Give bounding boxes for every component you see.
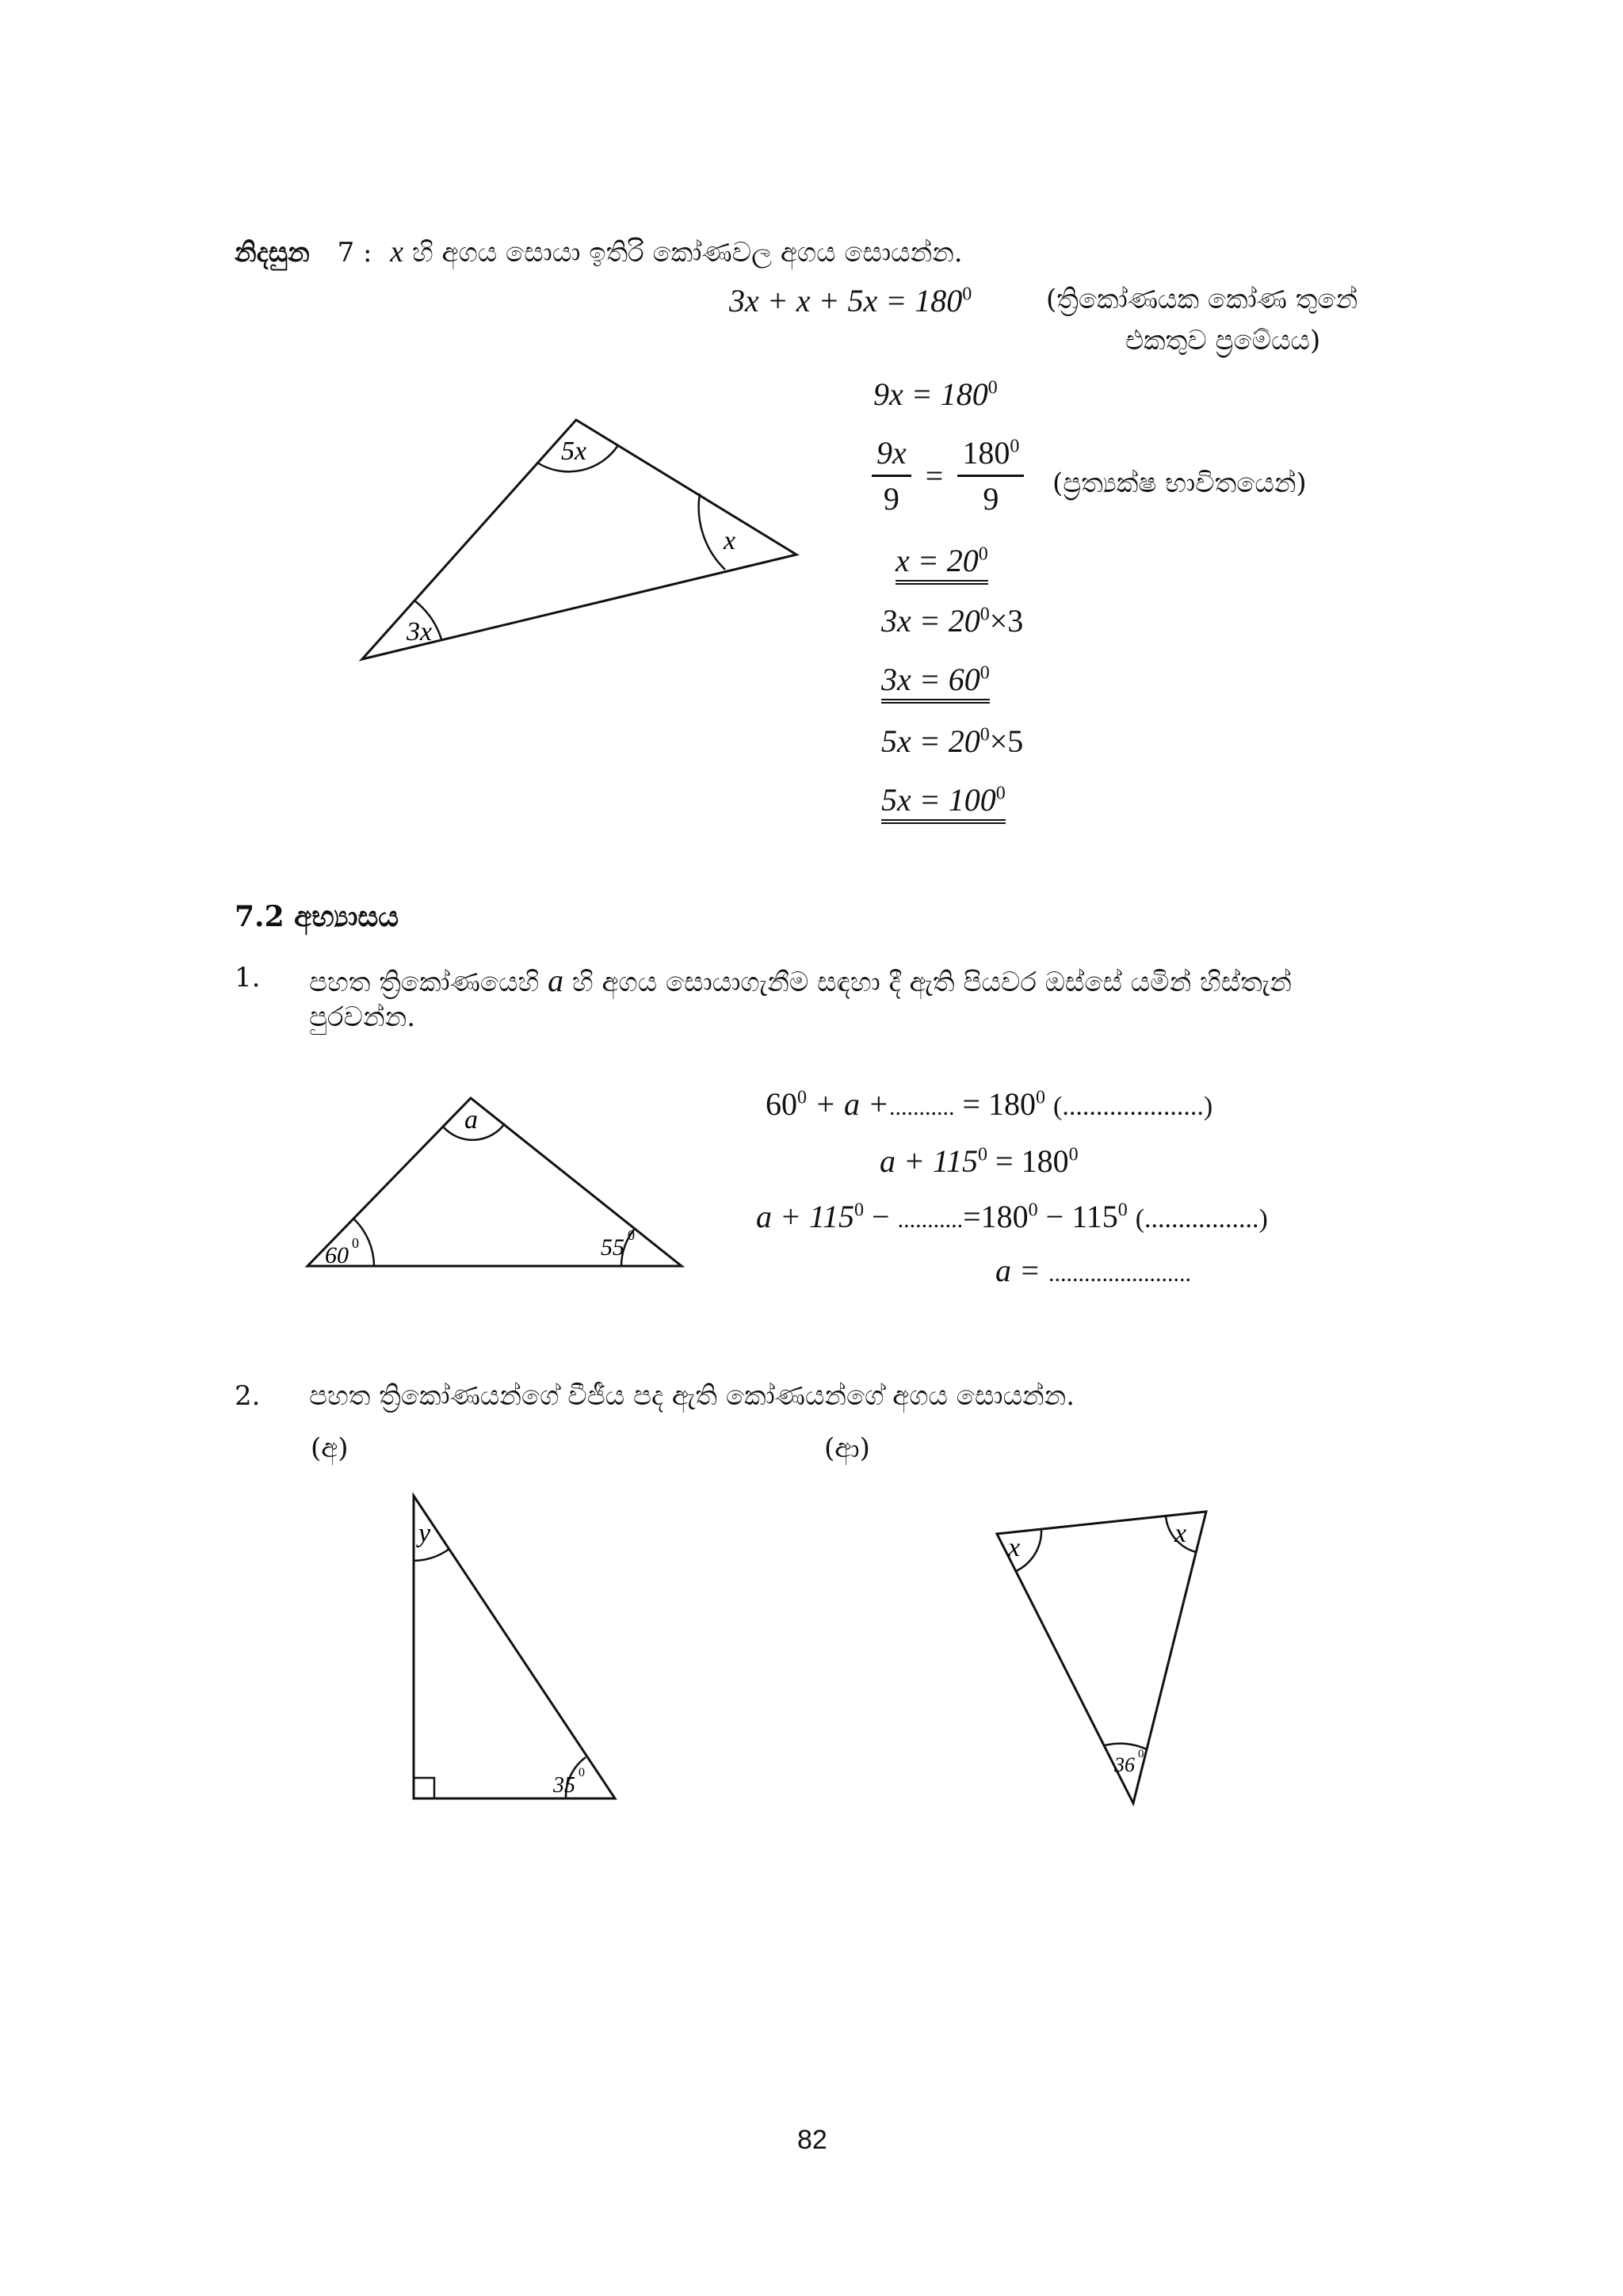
step-5: $3x = 20^0\times 3$ [881, 603, 1024, 639]
q2b-triangle-figure [991, 1489, 1220, 1814]
step-8: $5x = 100^0$ [881, 781, 1006, 818]
step-3: $\frac{9x}{9}$ = $\frac{180^0}{9}$ [872, 434, 1024, 517]
q1-line-3: $a + 115^0 - ...........=180^0 - 115^0$ (.................) [756, 1199, 1268, 1234]
step-7: $5x = 20^0\times 5$ [881, 723, 1024, 759]
q2b-label-bottom-degree: 0 [1138, 1748, 1144, 1760]
right-angle-marker [414, 1778, 434, 1798]
angle-label-top: 5x [561, 437, 587, 466]
step-1: $3x + x + 5x = 180^0$ [729, 283, 972, 318]
q1-blank-3: ........... [897, 1207, 964, 1233]
q2-part-a-label: (අ) [311, 1432, 349, 1464]
step-4: $x = 20^0$ [896, 542, 988, 579]
q2b-label-bottom: 36 [1114, 1753, 1135, 1776]
exercise-heading: 7.2 අභ්‍යාසය [235, 900, 399, 933]
q2a-label-top: y [418, 1519, 431, 1548]
example-variable: x [390, 235, 404, 269]
q1-answer-blank: ........................ [1048, 1261, 1191, 1287]
q1-blank-1: ........... [888, 1094, 955, 1120]
fraction-left: $\frac{9x}{9}$ [872, 434, 911, 517]
q1-triangle [307, 1098, 682, 1266]
q2-text: පහත ත්‍රිකෝණයන්ගේ වීජීය පද ඇති කෝණයන්ගේ අගය සොයන්න. [309, 1380, 1075, 1412]
q2a-arc-top [414, 1549, 449, 1561]
fraction-right: $\frac{180^0}{9}$ [957, 434, 1024, 517]
q1-label-left-degree: 0 [352, 1235, 359, 1251]
step-6: $3x = 60^0$ [881, 661, 990, 698]
q1-number: 1. [235, 962, 261, 994]
example-label: නිදසුන [235, 237, 310, 269]
q1-text-line2: පුරවන්න. [309, 1001, 416, 1033]
angle-arc-right [699, 494, 725, 570]
q2a-label-right: 35 [553, 1773, 575, 1798]
q1-line-1: $60^0 + a$ +........... = $180^0$ (.....................) [766, 1086, 1213, 1122]
q2b-triangle [997, 1512, 1206, 1803]
example-heading [235, 235, 963, 269]
step-3-note: (ප්‍රත්‍යක්ෂ භාවිතයෙන්) [1052, 467, 1307, 499]
example-triangle-figure [349, 412, 808, 673]
q1-reason-blank-3: (.................) [1135, 1204, 1268, 1234]
q2a-label-right-degree: 0 [579, 1766, 585, 1779]
q2-part-b-label: (ආ) [824, 1432, 870, 1464]
q1-text-line1: පහත ත්‍රිකෝණයෙහි a හි අගය සොයාගැනීම සඳහා දී ඇති පියවර ඔස්සේ යමින් හිස්තැන් [309, 963, 1292, 998]
q1-label-left: 60 [325, 1242, 349, 1268]
angle-label-left: 3x [407, 617, 433, 646]
step-1-note-line2: එකතුව ප්‍රමේයය) [1125, 325, 1321, 357]
q2a-triangle [414, 1496, 615, 1798]
q2a-triangle-figure [396, 1482, 626, 1806]
q1-line-2: $a + 115^0 = 180^0$ [880, 1143, 1079, 1179]
q2-number: 2. [235, 1380, 261, 1412]
q2b-label-left: x [1008, 1533, 1021, 1562]
q1-reason-blank-1: (.....................) [1053, 1092, 1213, 1121]
step-2: $9x = 180^0$ [873, 376, 998, 412]
page-number: 82 [797, 2125, 827, 2155]
q2b-label-right: x [1174, 1519, 1187, 1548]
q1-label-top: a [464, 1105, 478, 1135]
q1-line-4: a = ........................ [995, 1253, 1191, 1288]
q1-label-right-degree: 0 [628, 1227, 635, 1243]
example-prompt: හි අගය සොයා ඉතිරි කෝණවල අගය සොයන්න. [411, 237, 963, 269]
step-1-note-line1: (ත්‍රිකෝණයක කෝණ තුනේ [1046, 284, 1358, 315]
example-number: 7 : [337, 237, 372, 269]
angle-label-right: x [724, 526, 736, 555]
q1-label-right: 55 [601, 1234, 624, 1261]
q1-triangle-figure [301, 1087, 689, 1277]
